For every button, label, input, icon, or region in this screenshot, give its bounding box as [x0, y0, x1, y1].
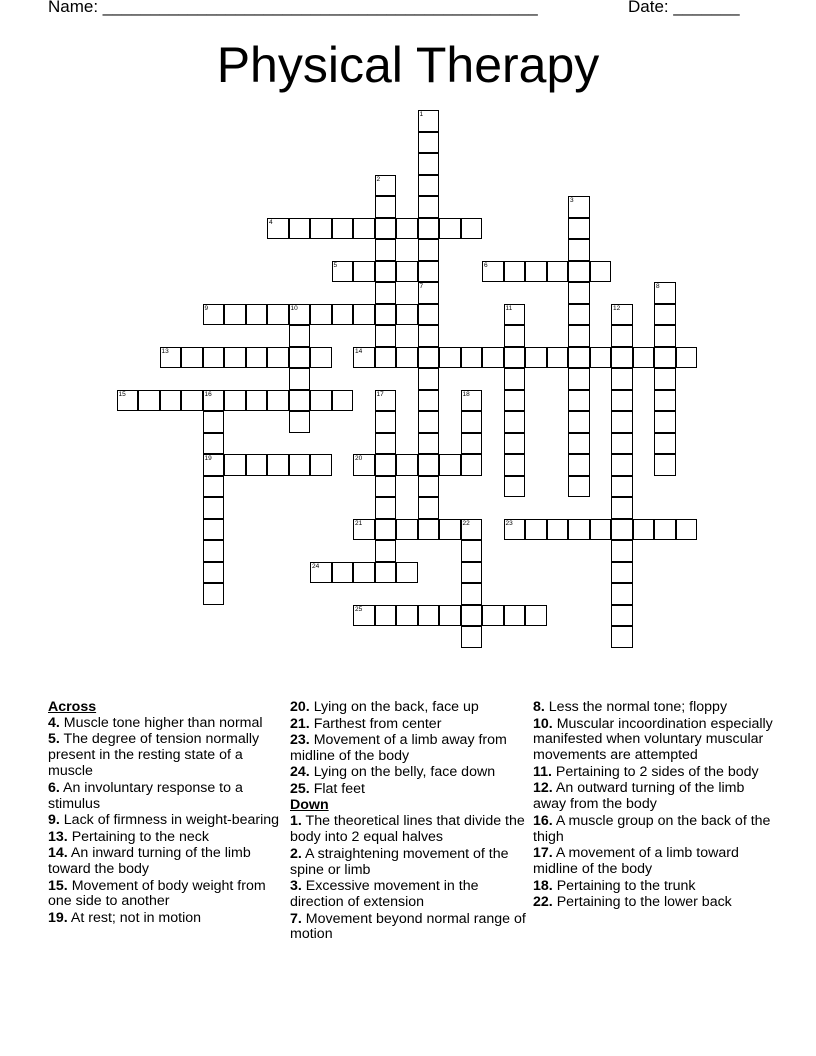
crossword-cell[interactable] — [568, 282, 590, 304]
crossword-cell[interactable] — [611, 583, 633, 605]
crossword-cell[interactable] — [461, 454, 483, 476]
crossword-cell[interactable] — [504, 454, 526, 476]
clue-column-3 — [533, 700, 773, 912]
crossword-cell[interactable] — [353, 347, 375, 369]
clue-down-17: 17. A movement of a limb toward midline of the body — [533, 845, 739, 878]
crossword-cell[interactable] — [310, 454, 332, 476]
crossword-cell[interactable] — [611, 304, 633, 326]
crossword-cell[interactable] — [461, 540, 483, 562]
crossword-cell[interactable] — [267, 390, 289, 412]
page-title: Physical Therapy — [216, 37, 600, 93]
crossword-cell[interactable] — [504, 476, 526, 498]
clue-down-1: 1. The theoretical lines that divide the body into 2 equal halves — [290, 813, 525, 846]
crossword-cell[interactable] — [160, 347, 182, 369]
clue-across-13: 13. Pertaining to the neck — [48, 828, 209, 845]
crossword-cell[interactable] — [203, 562, 225, 584]
crossword-cell[interactable] — [353, 519, 375, 541]
crossword-cell[interactable] — [568, 519, 590, 541]
crossword-cell[interactable] — [353, 218, 375, 240]
down-heading: Down — [290, 797, 329, 814]
crossword-cell[interactable] — [289, 347, 311, 369]
crossword-cell[interactable] — [568, 411, 590, 433]
crossword-cell[interactable] — [418, 325, 440, 347]
clue-number: 3 — [570, 197, 574, 204]
crossword-cell[interactable] — [504, 325, 526, 347]
clue-number: 10 — [290, 304, 298, 312]
crossword-cell[interactable] — [590, 261, 612, 283]
crossword-cell[interactable] — [654, 433, 676, 455]
crossword-cell[interactable] — [504, 411, 526, 433]
crossword-cell[interactable] — [203, 583, 225, 605]
crossword-cell[interactable] — [633, 519, 655, 541]
clue-across-4: 4. Muscle tone higher than normal — [48, 714, 263, 731]
crossword-cell[interactable] — [418, 454, 440, 476]
crossword-cell[interactable] — [611, 519, 633, 541]
crossword-cell[interactable] — [611, 347, 633, 369]
crossword-cell[interactable] — [224, 454, 246, 476]
crossword-cell[interactable] — [568, 368, 590, 390]
crossword-cell[interactable] — [547, 519, 569, 541]
crossword-cell[interactable] — [418, 196, 440, 218]
crossword-cell[interactable] — [203, 390, 225, 412]
crossword-cell[interactable] — [461, 583, 483, 605]
crossword-cell[interactable] — [353, 454, 375, 476]
clue-across-15: 15. Movement of body weight from one side to another — [48, 877, 266, 910]
crossword-cell[interactable] — [654, 368, 676, 390]
crossword-cell[interactable] — [418, 239, 440, 261]
crossword-cell[interactable] — [504, 433, 526, 455]
crossword-cell[interactable] — [246, 454, 268, 476]
crossword-cell[interactable] — [332, 261, 354, 283]
clue-down-7: 7. Movement beyond normal range of motion — [290, 910, 526, 943]
crossword-cell[interactable] — [504, 519, 526, 541]
crossword-cell[interactable] — [375, 239, 397, 261]
clue-number: 21 — [355, 519, 363, 527]
clue-down-2: 2. A straightening movement of the spine or limb — [290, 845, 509, 878]
crossword-cell[interactable] — [203, 411, 225, 433]
crossword-cell[interactable] — [418, 497, 440, 519]
crossword-cell[interactable] — [525, 347, 547, 369]
crossword-cell[interactable] — [611, 476, 633, 498]
crossword-cell[interactable] — [375, 497, 397, 519]
crossword-cell[interactable] — [246, 304, 268, 326]
crossword-cell[interactable] — [676, 347, 698, 369]
across-heading: Across — [48, 699, 97, 715]
crossword-cell[interactable] — [332, 562, 354, 584]
crossword-cell[interactable] — [418, 411, 440, 433]
crossword-cell[interactable] — [203, 304, 225, 326]
crossword-cell[interactable] — [547, 261, 569, 283]
clue-column-2 — [290, 700, 530, 944]
clue-down-8: 8. Less the normal tone; floppy — [533, 699, 728, 715]
crossword-cell[interactable] — [418, 261, 440, 283]
clue-across-6: 6. An involuntary response to a stimulus — [48, 779, 243, 812]
crossword-cell[interactable] — [568, 433, 590, 455]
crossword-cell[interactable] — [203, 433, 225, 455]
crossword-cell[interactable] — [332, 304, 354, 326]
crossword-cell[interactable] — [396, 562, 418, 584]
crossword-cell[interactable] — [439, 519, 461, 541]
crossword-cell[interactable] — [396, 605, 418, 627]
crossword-cell[interactable] — [375, 433, 397, 455]
crossword-cell[interactable] — [418, 110, 440, 132]
crossword-cell[interactable] — [611, 562, 633, 584]
crossword-cell[interactable] — [654, 282, 676, 304]
crossword-cell[interactable] — [418, 132, 440, 154]
crossword-cell[interactable] — [654, 347, 676, 369]
crossword-cell[interactable] — [439, 454, 461, 476]
clue-number: 15 — [118, 390, 126, 398]
crossword-cell[interactable] — [568, 304, 590, 326]
clue-number: 22 — [462, 519, 470, 527]
crossword-cell[interactable] — [375, 304, 397, 326]
clue-across-23: 23. Movement of a limb away from midline of the body — [290, 732, 507, 764]
crossword-cell[interactable] — [332, 390, 354, 412]
crossword-cell[interactable] — [504, 304, 526, 326]
crossword-cell[interactable] — [461, 218, 483, 240]
crossword-cell[interactable] — [611, 454, 633, 476]
crossword-cell[interactable] — [654, 454, 676, 476]
crossword-cell[interactable] — [418, 175, 440, 197]
clue-number: 4 — [269, 218, 273, 226]
crossword-cell[interactable] — [224, 304, 246, 326]
crossword-cell[interactable] — [611, 411, 633, 433]
crossword-cell[interactable] — [396, 347, 418, 369]
crossword-cell[interactable] — [611, 626, 633, 648]
crossword-cell[interactable] — [568, 239, 590, 261]
crossword-cell[interactable] — [396, 218, 418, 240]
crossword-cell[interactable] — [525, 605, 547, 627]
clue-across-19: 19. At rest; not in motion — [48, 909, 202, 926]
crossword-cell[interactable] — [117, 390, 139, 412]
clue-column-1 — [48, 700, 288, 927]
crossword-cell[interactable] — [375, 347, 397, 369]
clue-number: 23 — [505, 519, 513, 527]
crossword-cell[interactable] — [246, 347, 268, 369]
crossword-cell[interactable] — [224, 347, 246, 369]
crossword-cell[interactable] — [375, 562, 397, 584]
crossword-cell[interactable] — [289, 325, 311, 347]
crossword-cell[interactable] — [138, 390, 160, 412]
crossword-cell[interactable] — [611, 497, 633, 519]
clue-number: 16 — [204, 390, 212, 398]
clue-number: 19 — [204, 455, 212, 462]
clue-across-25: 25. Flat feet — [290, 780, 365, 797]
crossword-cell[interactable] — [525, 261, 547, 283]
crossword-cell[interactable] — [203, 519, 225, 541]
clue-number: 20 — [355, 455, 363, 462]
crossword-cell[interactable] — [375, 454, 397, 476]
crossword-cell[interactable] — [310, 218, 332, 240]
crossword-cell[interactable] — [611, 540, 633, 562]
crossword-cell[interactable] — [181, 390, 203, 412]
crossword-cell[interactable] — [310, 562, 332, 584]
crossword-cell[interactable] — [353, 562, 375, 584]
crossword-cell[interactable] — [461, 626, 483, 648]
crossword-cell[interactable] — [418, 605, 440, 627]
crossword-cell[interactable] — [568, 347, 590, 369]
crossword-cell[interactable] — [590, 519, 612, 541]
date-field-label: Date: _______ — [628, 0, 740, 16]
crossword-cell[interactable] — [654, 519, 676, 541]
crossword-cell[interactable] — [504, 261, 526, 283]
crossword-cell[interactable] — [332, 218, 354, 240]
crossword-cell[interactable] — [611, 605, 633, 627]
crossword-cell[interactable] — [267, 454, 289, 476]
crossword-cell[interactable] — [504, 368, 526, 390]
clue-down-18: 18. Pertaining to the trunk — [533, 877, 696, 894]
crossword-cell[interactable] — [461, 519, 483, 541]
crossword-cell[interactable] — [568, 261, 590, 283]
crossword-cell[interactable] — [482, 261, 504, 283]
crossword-cell[interactable] — [203, 540, 225, 562]
crossword-cell[interactable] — [353, 304, 375, 326]
clue-number: 12 — [613, 304, 621, 312]
crossword-cell[interactable] — [568, 476, 590, 498]
crossword-cell[interactable] — [611, 325, 633, 347]
crossword-cell[interactable] — [375, 282, 397, 304]
crossword-cell[interactable] — [310, 304, 332, 326]
clue-down-12: 12. An outward turning of the limb away from the body — [533, 780, 745, 813]
crossword-cell[interactable] — [246, 390, 268, 412]
crossword-cell[interactable] — [611, 368, 633, 390]
crossword-cell[interactable] — [633, 347, 655, 369]
clue-number: 1 — [419, 111, 424, 118]
crossword-cell[interactable] — [418, 433, 440, 455]
crossword-cell[interactable] — [504, 390, 526, 412]
crossword-cell[interactable] — [676, 519, 698, 541]
crossword-cell[interactable] — [611, 433, 633, 455]
crossword-cell[interactable] — [611, 390, 633, 412]
crossword-cell[interactable] — [181, 347, 203, 369]
crossword-cell[interactable] — [439, 605, 461, 627]
clue-down-11: 11. Pertaining to 2 sides of the body — [533, 763, 759, 780]
crossword-cell[interactable] — [203, 497, 225, 519]
clue-number: 25 — [355, 605, 363, 613]
clue-down-3: 3. Excessive movement in the direction of extension — [290, 878, 479, 911]
crossword-cell[interactable] — [482, 605, 504, 627]
crossword-cell[interactable] — [461, 433, 483, 455]
crossword-cell[interactable] — [418, 218, 440, 240]
clue-number: 18 — [462, 390, 470, 398]
clue-number: 2 — [376, 175, 381, 183]
crossword-cell[interactable] — [439, 347, 461, 369]
crossword-cell[interactable] — [396, 454, 418, 476]
clue-across-5: 5. The degree of tension normally present in the resting state of a muscle — [48, 731, 260, 780]
clue-number: 24 — [312, 562, 320, 570]
crossword-cell[interactable] — [418, 153, 440, 175]
clue-number: 6 — [484, 261, 488, 269]
clue-number: 7 — [419, 283, 424, 290]
crossword-cell[interactable] — [375, 605, 397, 627]
crossword-cell[interactable] — [504, 605, 526, 627]
crossword-cell[interactable] — [439, 218, 461, 240]
clue-across-9: 9. Lack of firmness in weight-bearing — [48, 812, 280, 829]
crossword-cell[interactable] — [203, 454, 225, 476]
crossword-cell[interactable] — [289, 304, 311, 326]
crossword-cell[interactable] — [353, 605, 375, 627]
crossword-cell[interactable] — [525, 519, 547, 541]
crossword-cell[interactable] — [482, 347, 504, 369]
crossword-cell[interactable] — [375, 476, 397, 498]
clue-across-21: 21. Farthest from center — [290, 715, 442, 732]
crossword-cell[interactable] — [568, 454, 590, 476]
crossword-cell[interactable] — [375, 540, 397, 562]
clue-number: 13 — [161, 347, 169, 355]
clue-number: 8 — [656, 283, 660, 290]
crossword-cell[interactable] — [461, 605, 483, 627]
crossword-cell[interactable] — [654, 304, 676, 326]
clue-number: 5 — [333, 261, 338, 269]
crossword-cell[interactable] — [289, 454, 311, 476]
crossword-cell[interactable] — [418, 368, 440, 390]
crossword-cell[interactable] — [289, 218, 311, 240]
crossword-cell[interactable] — [375, 175, 397, 197]
clue-down-16: 16. A muscle group on the back of the thigh — [533, 812, 771, 845]
crossword-cell[interactable] — [461, 347, 483, 369]
crossword-cell[interactable] — [418, 304, 440, 326]
crossword-cell[interactable] — [568, 390, 590, 412]
crossword-cell[interactable] — [654, 325, 676, 347]
crossword-cell[interactable] — [418, 282, 440, 304]
crossword-cell[interactable] — [375, 519, 397, 541]
crossword-cell[interactable] — [310, 347, 332, 369]
clue-number: 11 — [505, 304, 513, 312]
crossword-cell[interactable] — [353, 261, 375, 283]
clue-across-20: 20. Lying on the back, face up — [290, 699, 479, 715]
crossword-cell[interactable] — [289, 368, 311, 390]
crossword-cell[interactable] — [375, 218, 397, 240]
crossword-cell[interactable] — [203, 476, 225, 498]
crossword-cell[interactable] — [375, 196, 397, 218]
crossword-cell[interactable] — [224, 390, 246, 412]
clue-down-10: 10. Muscular incoordination especially manifested when voluntary muscular movements are attempted — [533, 715, 773, 764]
clue-down-22: 22. Pertaining to the lower back — [533, 894, 732, 911]
clue-number: 17 — [376, 390, 384, 398]
crossword-cell[interactable] — [375, 390, 397, 412]
crossword-cell[interactable] — [568, 325, 590, 347]
crossword-cell[interactable] — [418, 519, 440, 541]
crossword-cell[interactable] — [461, 562, 483, 584]
crossword-cell[interactable] — [461, 390, 483, 412]
crossword-cell[interactable] — [289, 390, 311, 412]
crossword-cell[interactable] — [396, 304, 418, 326]
crossword-cell[interactable] — [504, 347, 526, 369]
crossword-cell[interactable] — [568, 196, 590, 218]
crossword-cell[interactable] — [375, 261, 397, 283]
crossword-cell[interactable] — [267, 347, 289, 369]
clue-number: 9 — [204, 304, 209, 312]
clue-across-14: 14. An inward turning of the limb toward the body — [48, 845, 251, 878]
crossword-cell[interactable] — [396, 519, 418, 541]
crossword-cell[interactable] — [289, 411, 311, 433]
crossword-cell[interactable] — [568, 218, 590, 240]
crossword-cell[interactable] — [547, 347, 569, 369]
crossword-cell[interactable] — [375, 325, 397, 347]
crossword-cell[interactable] — [375, 411, 397, 433]
name-field-label: Name: ______________________________________________ — [48, 0, 538, 16]
crossword-cell[interactable] — [418, 390, 440, 412]
crossword-cell[interactable] — [160, 390, 182, 412]
crossword-cell[interactable] — [461, 411, 483, 433]
crossword-cell[interactable] — [267, 304, 289, 326]
crossword-cell[interactable] — [654, 390, 676, 412]
clue-number: 14 — [355, 347, 363, 355]
crossword-cell[interactable] — [267, 218, 289, 240]
crossword-cell[interactable] — [310, 390, 332, 412]
crossword-cell[interactable] — [590, 347, 612, 369]
crossword-cell[interactable] — [396, 261, 418, 283]
crossword-cell[interactable] — [203, 347, 225, 369]
crossword-cell[interactable] — [418, 476, 440, 498]
crossword-cell[interactable] — [418, 347, 440, 369]
crossword-cell[interactable] — [654, 411, 676, 433]
clue-across-24: 24. Lying on the belly, face down — [290, 764, 496, 781]
